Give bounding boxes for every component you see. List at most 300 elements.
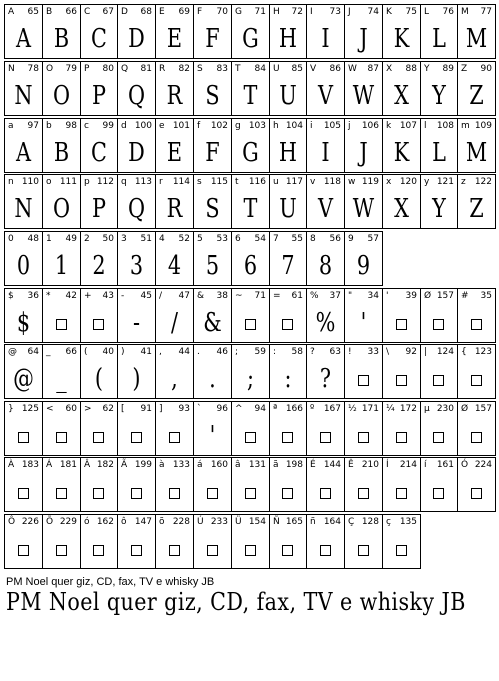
glyph-sample: 9 — [356, 251, 371, 281]
glyph-sample: $ — [16, 308, 31, 338]
glyph-sample: : — [284, 364, 292, 394]
glyph-cell — [457, 344, 496, 399]
glyph-char-label: Â — [84, 460, 91, 470]
glyph-cell — [80, 457, 118, 512]
glyph-char-label: p — [84, 177, 90, 187]
glyph-char-label: U — [273, 64, 280, 74]
glyph-code-label: 85 — [291, 64, 303, 74]
sample-text-small: PM Noel quer giz, CD, fax, TV e whisky JB — [6, 576, 215, 588]
missing-glyph-icon — [93, 319, 104, 330]
glyph-sample: V — [317, 194, 334, 224]
glyph-char-label: - — [121, 291, 125, 301]
glyph-char-label: A — [8, 7, 15, 17]
glyph-char-label: í — [424, 460, 427, 470]
missing-glyph-icon — [433, 319, 444, 330]
glyph-row — [4, 118, 495, 173]
glyph-code-label: 96 — [216, 404, 228, 414]
missing-glyph-icon — [320, 488, 331, 499]
missing-glyph-icon — [93, 488, 104, 499]
glyph-cell — [80, 118, 118, 173]
glyph-char-label: Í — [386, 460, 389, 470]
glyph-char-label: r — [159, 177, 163, 187]
glyph-code-label: 161 — [436, 460, 454, 470]
glyph-char-label: " — [348, 291, 353, 301]
glyph-cell — [155, 231, 194, 286]
glyph-cell — [269, 4, 307, 59]
glyph-cell — [42, 118, 81, 173]
glyph-code-label: 167 — [323, 404, 341, 414]
glyph-cell — [420, 61, 458, 116]
glyph-sample: A — [15, 138, 32, 168]
missing-glyph-icon — [245, 545, 256, 556]
glyph-char-label: P — [84, 64, 90, 74]
glyph-char-label: T — [235, 64, 241, 74]
glyph-char-label: d — [121, 121, 127, 131]
glyph-code-label: 108 — [436, 121, 454, 131]
glyph-code-label: 166 — [285, 404, 303, 414]
missing-glyph-icon — [169, 545, 180, 556]
glyph-code-label: 226 — [21, 517, 39, 527]
glyph-cell — [344, 288, 383, 343]
glyph-cell — [155, 457, 194, 512]
glyph-char-label: I — [310, 7, 313, 17]
glyph-code-label: 42 — [65, 291, 77, 301]
glyph-cell — [231, 118, 270, 173]
glyph-cell — [117, 174, 156, 229]
glyph-char-label: N — [8, 64, 15, 74]
glyph-code-label: 61 — [291, 291, 303, 301]
glyph-row — [4, 231, 495, 286]
glyph-sample: V — [317, 81, 334, 111]
glyph-cell — [306, 174, 345, 229]
glyph-cell — [269, 344, 307, 399]
glyph-char-label: E — [159, 7, 165, 17]
glyph-code-label: 87 — [367, 64, 379, 74]
glyph-code-label: 97 — [27, 121, 39, 131]
glyph-cell — [42, 174, 81, 229]
glyph-cell — [344, 401, 383, 456]
glyph-cell — [117, 118, 156, 173]
glyph-sample: O — [52, 81, 71, 111]
glyph-char-label: 0 — [8, 234, 14, 244]
glyph-code-label: 69 — [178, 7, 190, 17]
glyph-cell — [457, 401, 496, 456]
glyph-code-label: 74 — [367, 7, 379, 17]
glyph-char-label: G — [235, 7, 242, 17]
glyph-sample: - — [132, 308, 141, 338]
glyph-cell — [420, 118, 458, 173]
missing-glyph-icon — [131, 488, 142, 499]
glyph-code-label: 90 — [480, 64, 492, 74]
glyph-char-label: Á — [46, 460, 53, 470]
glyph-char-label: 5 — [197, 234, 203, 244]
glyph-row — [4, 514, 495, 569]
glyph-code-label: 44 — [178, 347, 190, 357]
glyph-cell — [155, 344, 194, 399]
missing-glyph-icon — [18, 488, 29, 499]
glyph-code-label: 49 — [65, 234, 77, 244]
glyph-code-label: 124 — [436, 347, 454, 357]
glyph-code-label: 182 — [96, 460, 114, 470]
glyph-char-label: ] — [159, 404, 163, 414]
glyph-sample: ' — [360, 308, 367, 338]
glyph-cell — [42, 231, 81, 286]
glyph-cell — [4, 174, 43, 229]
glyph-cell — [382, 288, 421, 343]
missing-glyph-icon — [358, 375, 369, 386]
glyph-char-label: R — [159, 64, 166, 74]
glyph-cell — [42, 514, 81, 569]
glyph-char-label: ã — [273, 460, 279, 470]
glyph-code-label: 125 — [21, 404, 39, 414]
glyph-cell — [155, 514, 194, 569]
glyph-sample: P — [92, 81, 106, 111]
glyph-code-label: 118 — [323, 177, 341, 187]
glyph-char-label: l — [424, 121, 427, 131]
glyph-code-label: 198 — [285, 460, 303, 470]
glyph-sample: W — [352, 194, 375, 224]
glyph-char-label: ª — [273, 404, 278, 414]
glyph-cell — [155, 401, 194, 456]
glyph-code-label: 33 — [367, 347, 379, 357]
glyph-cell — [231, 514, 270, 569]
glyph-char-label: º — [310, 404, 315, 414]
glyph-cell — [269, 61, 307, 116]
missing-glyph-icon — [93, 545, 104, 556]
glyph-sample: Z — [469, 81, 484, 111]
glyph-cell — [306, 288, 345, 343]
glyph-char-label: Q — [121, 64, 129, 74]
glyph-code-label: 122 — [474, 177, 492, 187]
glyph-code-label: 89 — [442, 64, 454, 74]
missing-glyph-icon — [396, 488, 407, 499]
glyph-sample: N — [14, 194, 33, 224]
glyph-code-label: 107 — [399, 121, 417, 131]
glyph-sample: / — [170, 308, 178, 338]
glyph-cell — [4, 401, 43, 456]
glyph-sample: ? — [319, 364, 332, 394]
glyph-code-label: 41 — [140, 347, 152, 357]
glyph-cell — [344, 514, 383, 569]
glyph-sample: J — [359, 138, 368, 168]
glyph-row — [4, 174, 495, 229]
missing-glyph-icon — [131, 545, 142, 556]
glyph-char-label: õ — [159, 517, 165, 527]
glyph-code-label: 144 — [323, 460, 341, 470]
glyph-char-label: c — [84, 121, 89, 131]
glyph-char-label: 1 — [46, 234, 52, 244]
glyph-cell — [269, 174, 307, 229]
glyph-char-label: x — [386, 177, 392, 187]
glyph-sample: I — [321, 138, 330, 168]
glyph-sample: E — [166, 138, 183, 168]
glyph-sample: Q — [127, 81, 146, 111]
glyph-cell — [42, 61, 81, 116]
glyph-char-label: L — [424, 7, 430, 17]
glyph-sample: ( — [94, 364, 104, 394]
glyph-code-label: 77 — [480, 7, 492, 17]
glyph-cell — [344, 118, 383, 173]
glyph-cell — [382, 344, 421, 399]
missing-glyph-icon — [282, 432, 293, 443]
glyph-char-label: 4 — [159, 234, 165, 244]
glyph-cell — [306, 231, 345, 286]
glyph-char-label: Y — [424, 64, 430, 74]
glyph-sample: R — [166, 194, 183, 224]
glyph-code-label: 55 — [291, 234, 303, 244]
glyph-code-label: 91 — [140, 404, 152, 414]
glyph-sample: 8 — [318, 251, 333, 281]
glyph-code-label: 106 — [361, 121, 379, 131]
glyph-code-label: 57 — [367, 234, 379, 244]
glyph-char-label: W — [348, 64, 357, 74]
glyph-cell — [155, 4, 194, 59]
glyph-cell — [193, 231, 232, 286]
glyph-row — [4, 401, 495, 456]
glyph-cell — [457, 4, 496, 59]
glyph-cell — [193, 288, 232, 343]
glyph-code-label: 75 — [405, 7, 417, 17]
glyph-code-label: 115 — [210, 177, 228, 187]
glyph-char-label: S — [197, 64, 203, 74]
glyph-code-label: 59 — [254, 347, 266, 357]
glyph-cell — [193, 118, 232, 173]
glyph-code-label: 66 — [65, 347, 77, 357]
glyph-sample: I — [321, 24, 330, 54]
glyph-code-label: 133 — [172, 460, 190, 470]
glyph-code-label: 165 — [285, 517, 303, 527]
glyph-cell — [117, 231, 156, 286]
glyph-code-label: 157 — [474, 404, 492, 414]
glyph-cell — [420, 401, 458, 456]
glyph-code-label: 60 — [65, 404, 77, 414]
glyph-char-label: _ — [46, 347, 51, 357]
glyph-char-label: > — [84, 404, 92, 414]
glyph-char-label: Ã — [121, 460, 128, 470]
glyph-cell — [155, 118, 194, 173]
glyph-char-label: * — [46, 291, 51, 301]
glyph-cell — [117, 514, 156, 569]
glyph-cell — [306, 118, 345, 173]
glyph-char-label: n — [8, 177, 14, 187]
glyph-sample: T — [243, 194, 258, 224]
glyph-char-label: / — [159, 291, 163, 301]
glyph-code-label: 135 — [399, 517, 417, 527]
glyph-char-label: $ — [8, 291, 14, 301]
glyph-code-label: 183 — [21, 460, 39, 470]
missing-glyph-icon — [396, 319, 407, 330]
glyph-code-label: 120 — [399, 177, 417, 187]
glyph-sample: 4 — [167, 251, 182, 281]
glyph-code-label: 103 — [248, 121, 266, 131]
glyph-cell — [269, 401, 307, 456]
glyph-cell — [269, 288, 307, 343]
glyph-char-label: O — [46, 64, 54, 74]
glyph-char-label: . — [197, 347, 200, 357]
glyph-char-label: o — [46, 177, 52, 187]
glyph-cell — [382, 4, 421, 59]
missing-glyph-icon — [207, 488, 218, 499]
missing-glyph-icon — [320, 545, 331, 556]
glyph-code-label: 37 — [329, 291, 341, 301]
glyph-cell — [306, 61, 345, 116]
glyph-code-label: 73 — [329, 7, 341, 17]
glyph-cell — [117, 61, 156, 116]
glyph-cell — [42, 4, 81, 59]
glyph-code-label: 104 — [285, 121, 303, 131]
glyph-code-label: 181 — [59, 460, 77, 470]
glyph-cell — [306, 4, 345, 59]
glyph-sample: 1 — [54, 251, 69, 281]
glyph-code-label: 86 — [329, 64, 341, 74]
glyph-char-label: ó — [84, 517, 90, 527]
glyph-cell — [306, 514, 345, 569]
glyph-code-label: 67 — [102, 7, 114, 17]
glyph-cell — [117, 344, 156, 399]
glyph-cell — [382, 457, 421, 512]
glyph-sample: F — [205, 24, 220, 54]
missing-glyph-icon — [207, 545, 218, 556]
missing-glyph-icon — [56, 545, 67, 556]
glyph-char-label: @ — [8, 347, 17, 357]
glyph-code-label: 82 — [178, 64, 190, 74]
glyph-sample: R — [166, 81, 183, 111]
glyph-code-label: 100 — [134, 121, 152, 131]
glyph-sample: K — [393, 138, 410, 168]
glyph-cell — [382, 514, 421, 569]
glyph-sample: & — [203, 308, 222, 338]
glyph-char-label: F — [197, 7, 203, 17]
missing-glyph-icon — [471, 319, 482, 330]
glyph-char-label: [ — [121, 404, 125, 414]
glyph-char-label: 6 — [235, 234, 241, 244]
glyph-sample: . — [209, 364, 216, 394]
glyph-cell — [420, 4, 458, 59]
glyph-code-label: 64 — [27, 347, 39, 357]
glyph-code-label: 112 — [96, 177, 114, 187]
glyph-code-label: 84 — [254, 64, 266, 74]
glyph-code-label: 131 — [248, 460, 266, 470]
glyph-code-label: 56 — [329, 234, 341, 244]
glyph-char-label: 9 — [348, 234, 354, 244]
glyph-cell — [420, 174, 458, 229]
glyph-char-label: Ñ — [273, 517, 280, 527]
glyph-char-label: à — [159, 460, 165, 470]
glyph-char-label: a — [8, 121, 14, 131]
glyph-sample: L — [432, 138, 446, 168]
glyph-cell — [117, 288, 156, 343]
glyph-char-label: & — [197, 291, 205, 301]
glyph-char-label: É — [310, 460, 316, 470]
missing-glyph-icon — [433, 432, 444, 443]
missing-glyph-icon — [320, 432, 331, 443]
glyph-cell — [457, 174, 496, 229]
glyph-code-label: 80 — [102, 64, 114, 74]
glyph-code-label: 63 — [329, 347, 341, 357]
missing-glyph-icon — [56, 432, 67, 443]
glyph-sample: Y — [432, 194, 446, 224]
glyph-char-label: µ — [424, 404, 430, 414]
glyph-code-label: 116 — [248, 177, 266, 187]
glyph-char-label: Ç — [348, 517, 355, 527]
glyph-cell — [193, 4, 232, 59]
glyph-code-label: 224 — [474, 460, 492, 470]
glyph-cell — [155, 174, 194, 229]
missing-glyph-icon — [282, 488, 293, 499]
glyph-cell — [231, 344, 270, 399]
glyph-code-label: 81 — [140, 64, 152, 74]
glyph-code-label: 47 — [178, 291, 190, 301]
glyph-code-label: 119 — [361, 177, 379, 187]
glyph-char-label: ~ — [235, 291, 243, 301]
glyph-sample: A — [15, 24, 32, 54]
glyph-cell — [4, 344, 43, 399]
glyph-code-label: 68 — [140, 7, 152, 17]
glyph-cell — [117, 457, 156, 512]
glyph-char-label: â — [235, 460, 241, 470]
glyph-char-label: ç — [386, 517, 391, 527]
glyph-row — [4, 61, 495, 116]
glyph-cell — [193, 174, 232, 229]
glyph-cell — [193, 344, 232, 399]
glyph-char-label: m — [461, 121, 470, 131]
glyph-code-label: 76 — [442, 7, 454, 17]
glyph-sample: Q — [127, 194, 146, 224]
missing-glyph-icon — [471, 488, 482, 499]
glyph-sample: C — [91, 24, 107, 54]
glyph-sample: M — [465, 24, 488, 54]
glyph-code-label: 78 — [27, 64, 39, 74]
glyph-char-label: ½ — [348, 404, 357, 414]
glyph-cell — [155, 61, 194, 116]
glyph-cell — [4, 118, 43, 173]
glyph-code-label: 66 — [65, 7, 77, 17]
glyph-char-label: Ó — [461, 460, 469, 470]
glyph-char-label: 2 — [84, 234, 90, 244]
glyph-cell — [344, 4, 383, 59]
missing-glyph-icon — [396, 432, 407, 443]
glyph-cell — [269, 118, 307, 173]
glyph-code-label: 121 — [436, 177, 454, 187]
glyph-cell — [42, 288, 81, 343]
glyph-code-label: 40 — [102, 347, 114, 357]
glyph-cell — [344, 457, 383, 512]
glyph-code-label: 230 — [436, 404, 454, 414]
glyph-sample: J — [359, 24, 368, 54]
glyph-char-label: Ø — [461, 404, 469, 414]
glyph-cell — [420, 288, 458, 343]
glyph-sample: E — [166, 24, 183, 54]
glyph-code-label: 109 — [474, 121, 492, 131]
missing-glyph-icon — [245, 488, 256, 499]
glyph-sample: H — [278, 138, 298, 168]
glyph-char-label: # — [461, 291, 469, 301]
glyph-code-label: 199 — [134, 460, 152, 470]
glyph-code-label: 71 — [254, 291, 266, 301]
glyph-char-label: j — [348, 121, 351, 131]
glyph-sample: H — [278, 24, 298, 54]
glyph-row — [4, 457, 495, 512]
glyph-sample: % — [315, 308, 336, 338]
glyph-sample: W — [352, 81, 375, 111]
glyph-sample: S — [205, 194, 220, 224]
glyph-char-label: Ø — [424, 291, 432, 301]
missing-glyph-icon — [282, 319, 293, 330]
glyph-cell — [80, 61, 118, 116]
glyph-cell — [269, 514, 307, 569]
glyph-char-label: H — [273, 7, 280, 17]
glyph-char-label: , — [159, 347, 162, 357]
